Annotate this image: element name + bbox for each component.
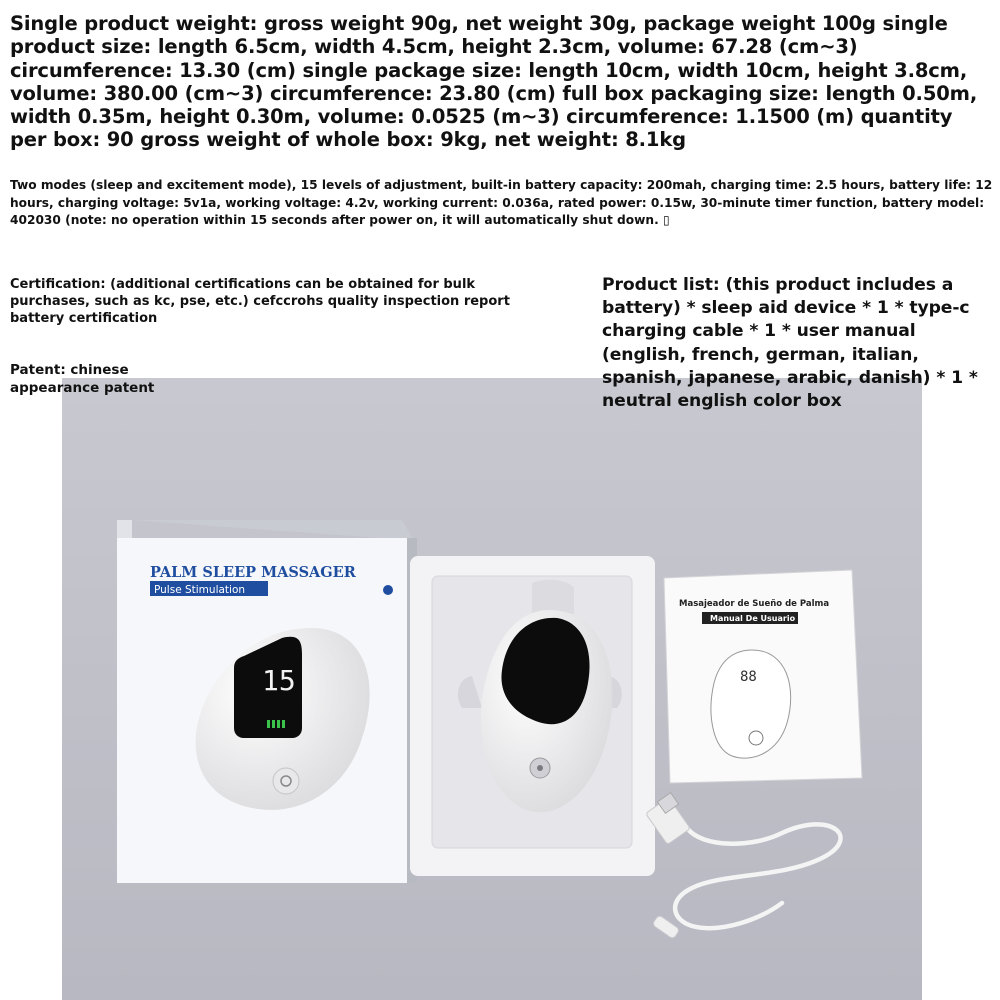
box-subtitle: Pulse Stimulation (154, 584, 246, 596)
box-title: PALM SLEEP MASSAGER (150, 564, 356, 581)
certification-text: Certification: (additional certifications can be obtained for bulk purchases, such as kc, pse, etc.) cefccrohs quality inspection report battery certification (10, 277, 510, 326)
manual-title: Masajeador de Sueño de Palma (679, 599, 830, 609)
patent-text: Patent: chinese appearance patent (10, 362, 155, 396)
box-device-display: 15 (262, 664, 296, 697)
product-list-text: Product list: (this product includes a battery) * sleep aid device * 1 * type-c charging cable * 1 * user manual (english, french, german, italian, spanish, japanese, arabic, danish) * 1 * neutral english color box (602, 275, 978, 412)
manual-device-display: 88 (740, 669, 757, 685)
user-manual (664, 570, 862, 783)
product-photo-illustration (62, 378, 922, 1000)
product-photo (62, 378, 922, 1000)
retail-box (117, 520, 417, 883)
manual-subtitle: Manual De Usuario (710, 614, 796, 623)
product-specs-text: Single product weight: gross weight 90g, net weight 30g, package weight 100g single product size: length 6.5cm, width 4.5cm, height 2.3cm, volume: 67.28 (cm~3) circumference: 13.30 (cm) single package size: length 10cm, width 10cm, height 3.8cm, volume: 380.00 (cm~3) circumference: 23.80 (cm) full box packaging size: length 0.50m, width 0.35m, height 0.30m, volume: 0.0525 (m~3) circumference: 1.1500 (m) quantity per box: 90 gross weight of whole box: 9kg, net weight: 8.1kg (10, 12, 978, 152)
product-modes-text: Two modes (sleep and excitement mode), 15 levels of adjustment, built-in battery capacity: 200mah, charging time: 2.5 hours, battery life: 12 hours, charging voltage: 5v1a, working voltage: 4.2v, working current: 0.036a, rated power: 0.15w, 30-minute timer function, battery model: 402030 (note: no operation within 15 seconds after power on, it will automatically shut down. ▯ (10, 178, 993, 227)
device-tray (410, 556, 655, 876)
moon-icon (383, 585, 393, 595)
